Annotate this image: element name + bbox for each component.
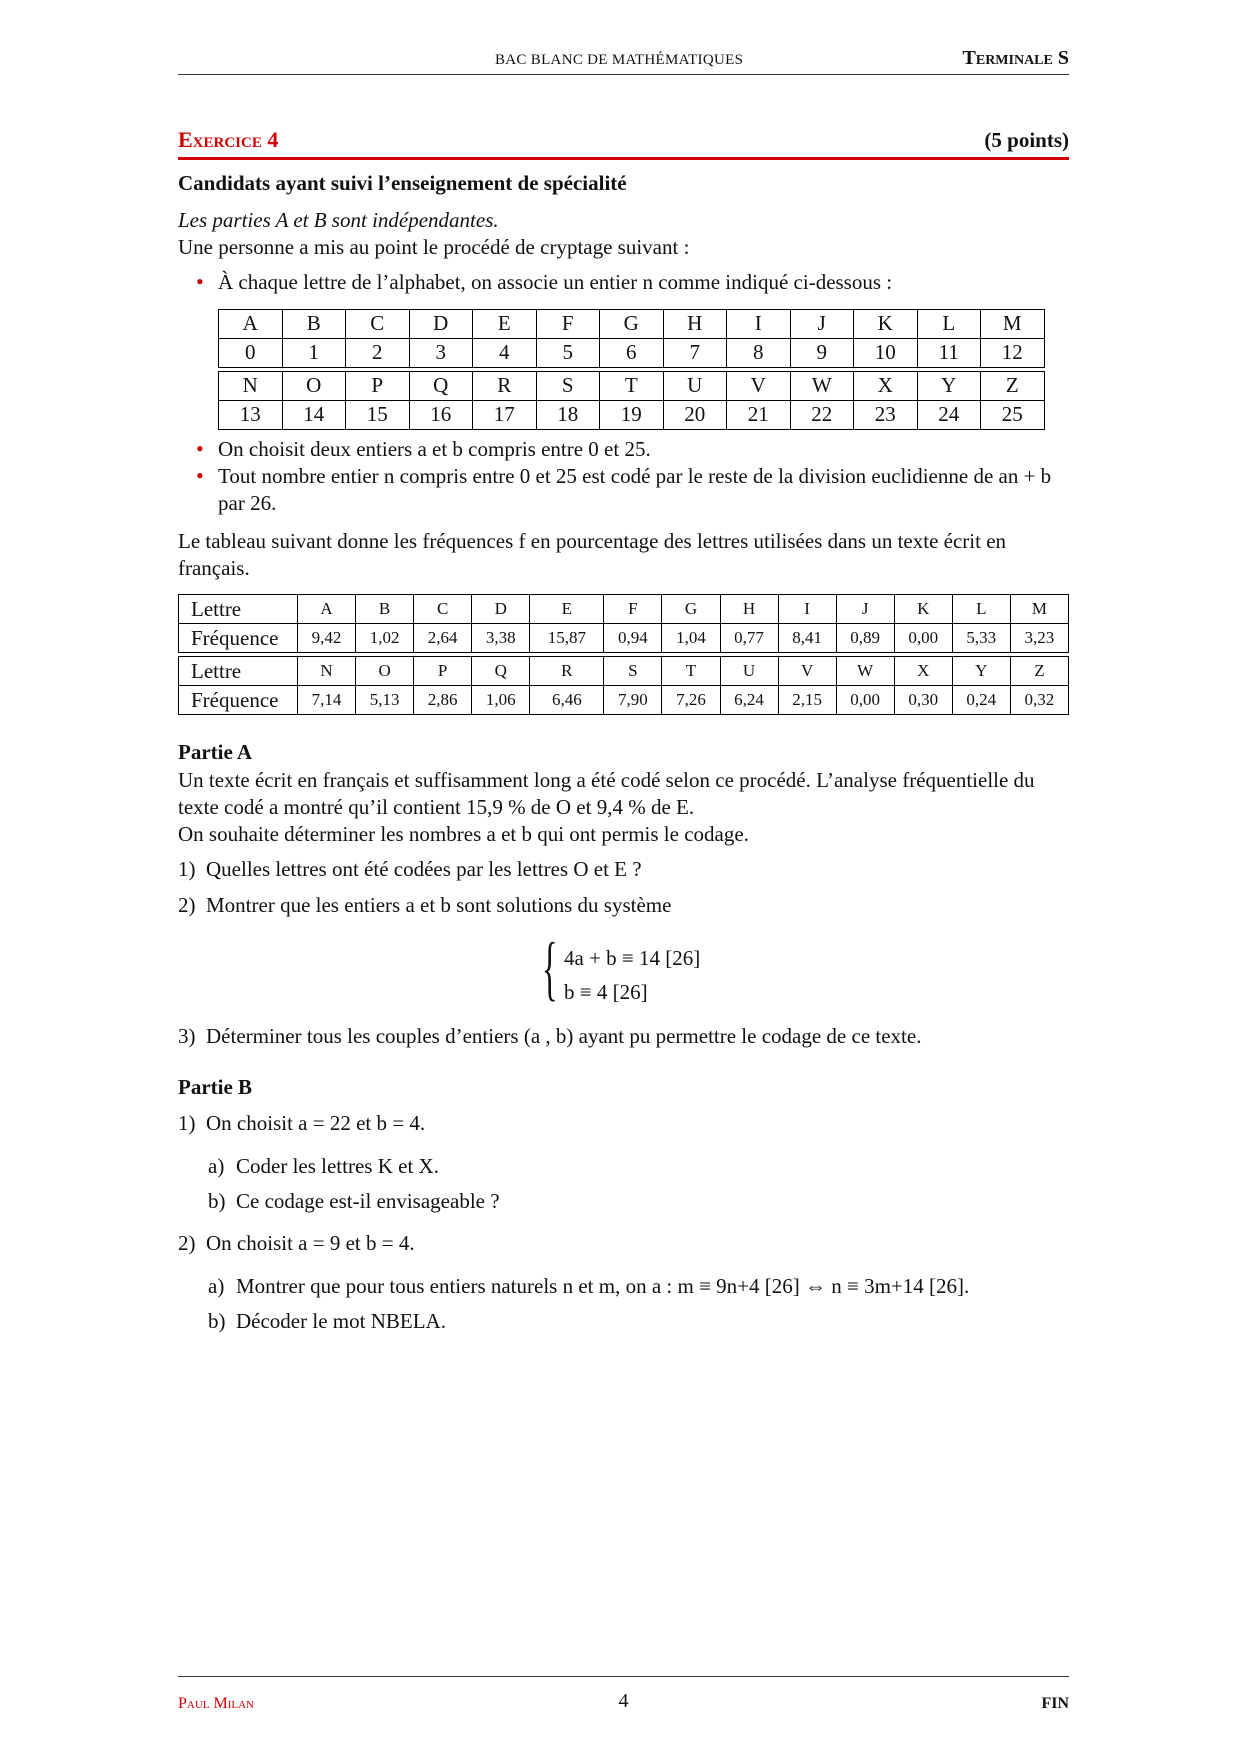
exercise-note: Les parties A et B sont indépendantes. bbox=[178, 207, 499, 232]
letter-cell: K bbox=[854, 309, 918, 338]
row-label: Fréquence bbox=[179, 624, 298, 653]
letter-cell: I bbox=[778, 595, 836, 624]
exercise-subtitle: Candidats ayant suivi l’enseignement de spécialité bbox=[178, 170, 627, 195]
letter-cell: Q bbox=[472, 657, 530, 686]
letter-cell: U bbox=[720, 657, 778, 686]
letter-cell: W bbox=[790, 371, 854, 400]
letter-cell: E bbox=[530, 595, 604, 624]
part-b-question-1a: a) Coder les lettres K et X. bbox=[208, 1153, 1069, 1180]
part-a-q1-text: Quelles lettres ont été codées par les lettres O et E ? bbox=[206, 857, 642, 882]
part-b-q2-text: On choisit a = 9 et b = 4. bbox=[206, 1230, 415, 1255]
value-cell: 5 bbox=[536, 338, 600, 367]
frequency-intro: Le tableau suivant donne les fréquences f en pourcentage des lettres utilisées dans un texte écrit en français. bbox=[178, 528, 1007, 580]
value-cell: 14 bbox=[282, 400, 346, 429]
freq-table-values-row-2 bbox=[179, 686, 1069, 715]
value-cell: 1 bbox=[282, 338, 346, 367]
exercise-title-bar bbox=[178, 126, 1069, 160]
letter-cell: M bbox=[981, 309, 1045, 338]
value-cell: 3 bbox=[409, 338, 473, 367]
letter-cell: Q bbox=[409, 371, 473, 400]
value-cell: 22 bbox=[790, 400, 854, 429]
part-a-question-1: 1) Quelles lettres ont été codées par les lettres O et E ? bbox=[178, 856, 1069, 883]
code-table-letters-row-1 bbox=[219, 309, 1045, 338]
value-cell: 0 bbox=[219, 338, 283, 367]
value-cell: 19 bbox=[600, 400, 664, 429]
frequency-cell: 6,46 bbox=[530, 686, 604, 715]
frequency-cell: 1,06 bbox=[472, 686, 530, 715]
letter-cell: N bbox=[219, 371, 283, 400]
part-b-question-1b: b) Ce codage est-il envisageable ? bbox=[208, 1188, 1069, 1215]
letter-cell: H bbox=[663, 309, 727, 338]
letter-cell: J bbox=[790, 309, 854, 338]
frequency-cell: 7,26 bbox=[662, 686, 720, 715]
code-table-values-row-1 bbox=[219, 338, 1045, 367]
letter-cell: Y bbox=[917, 371, 981, 400]
part-a-paragraph-2: On souhaite déterminer les nombres a et b qui ont permis le codage. bbox=[178, 822, 749, 847]
row-label: Lettre bbox=[179, 657, 298, 686]
bullet-3: • Tout nombre entier n compris entre 0 et 25 est codé par le reste de la division euclidienne de an + b par 26. bbox=[218, 463, 1069, 518]
exercise-title: Exercice 4 bbox=[178, 127, 279, 152]
frequency-table bbox=[178, 594, 1069, 715]
page-header bbox=[178, 44, 1069, 75]
letter-cell: T bbox=[600, 371, 664, 400]
letter-cell: X bbox=[854, 371, 918, 400]
letter-cell: Z bbox=[1010, 657, 1068, 686]
letter-cell: B bbox=[356, 595, 414, 624]
row-label: Lettre bbox=[179, 595, 298, 624]
frequency-cell: 15,87 bbox=[530, 624, 604, 653]
value-cell: 13 bbox=[219, 400, 283, 429]
value-cell: 23 bbox=[854, 400, 918, 429]
frequency-cell: 6,24 bbox=[720, 686, 778, 715]
part-b-q1-text: On choisit a = 22 et b = 4. bbox=[206, 1110, 426, 1135]
frequency-cell: 9,42 bbox=[298, 624, 356, 653]
letter-cell: V bbox=[778, 657, 836, 686]
value-cell: 10 bbox=[854, 338, 918, 367]
frequency-cell: 0,32 bbox=[1010, 686, 1068, 715]
value-cell: 8 bbox=[727, 338, 791, 367]
letter-cell: N bbox=[298, 657, 356, 686]
value-cell: 24 bbox=[917, 400, 981, 429]
letter-cell: J bbox=[836, 595, 894, 624]
part-b-q1a-text: Coder les lettres K et X. bbox=[236, 1153, 439, 1178]
letter-cell: B bbox=[282, 309, 346, 338]
letter-cell: R bbox=[473, 371, 537, 400]
footer-author: Paul Milan bbox=[178, 1695, 255, 1712]
frequency-cell: 2,64 bbox=[414, 624, 472, 653]
letter-cell: V bbox=[727, 371, 791, 400]
footer-end: FIN bbox=[1041, 1695, 1069, 1712]
alphabet-code-table bbox=[218, 309, 1045, 430]
part-b-question-2a: a) Montrer que pour tous entiers naturels n et m, on a : m ≡ 9n+4 [26] ⇔ n ≡ 3m+14 [26]. bbox=[208, 1273, 1069, 1300]
frequency-cell: 5,13 bbox=[356, 686, 414, 715]
letter-cell: G bbox=[662, 595, 720, 624]
part-b-question-1: 1) On choisit a = 22 et b = 4. bbox=[178, 1110, 1069, 1137]
bullet-2: • On choisit deux entiers a et b compris entre 0 et 25. bbox=[218, 436, 1069, 463]
system-line-2: b ≡ 4 [26] bbox=[564, 980, 648, 1005]
letter-cell: G bbox=[600, 309, 664, 338]
part-a-question-2: 2) Montrer que les entiers a et b sont solutions du système bbox=[178, 892, 1069, 919]
letter-cell: D bbox=[409, 309, 473, 338]
system-line-1: 4a + b ≡ 14 [26] bbox=[564, 946, 701, 971]
letter-cell: T bbox=[662, 657, 720, 686]
frequency-cell: 8,41 bbox=[778, 624, 836, 653]
letter-cell: H bbox=[720, 595, 778, 624]
letter-cell: L bbox=[917, 309, 981, 338]
value-cell: 7 bbox=[663, 338, 727, 367]
part-b-title: Partie B bbox=[178, 1075, 253, 1100]
frequency-cell: 0,89 bbox=[836, 624, 894, 653]
value-cell: 21 bbox=[727, 400, 791, 429]
letter-cell: S bbox=[536, 371, 600, 400]
letter-cell: E bbox=[473, 309, 537, 338]
part-a-paragraph-1: Un texte écrit en français et suffisamment long a été codé selon ce procédé. L’analyse fréquentielle du texte codé a montré qu’il contient 15,9 % de O et 9,4 % de E. bbox=[178, 767, 1035, 819]
exercise-points: (5 points) bbox=[984, 128, 1069, 152]
part-b-question-2b: b) Décoder le mot NBELA. bbox=[208, 1308, 1069, 1335]
header-title: BAC BLANC DE MATHÉMATIQUES bbox=[495, 52, 744, 68]
frequency-cell: 0,30 bbox=[894, 686, 952, 715]
freq-table-letters-row-1 bbox=[179, 595, 1069, 624]
freq-table-values-row-1 bbox=[179, 624, 1069, 653]
letter-cell: P bbox=[346, 371, 410, 400]
code-table-values-row-2 bbox=[219, 400, 1045, 429]
part-b-q2a-text: Montrer que pour tous entiers naturels n et m, on a : m ≡ 9n+4 [26] ⇔ n ≡ 3m+14 [26]. bbox=[236, 1273, 970, 1298]
value-cell: 12 bbox=[981, 338, 1045, 367]
congruence-system bbox=[542, 928, 1069, 1015]
value-cell: 4 bbox=[473, 338, 537, 367]
frequency-cell: 1,02 bbox=[356, 624, 414, 653]
part-b-q1b-text: Ce codage est-il envisageable ? bbox=[236, 1189, 500, 1214]
letter-cell: A bbox=[298, 595, 356, 624]
letter-cell: F bbox=[604, 595, 662, 624]
value-cell: 2 bbox=[346, 338, 410, 367]
frequency-cell: 3,23 bbox=[1010, 624, 1068, 653]
frequency-cell: 2,15 bbox=[778, 686, 836, 715]
frequency-cell: 7,14 bbox=[298, 686, 356, 715]
frequency-cell: 1,04 bbox=[662, 624, 720, 653]
system-brace: { bbox=[542, 928, 558, 1009]
letter-cell: D bbox=[472, 595, 530, 624]
letter-cell: R bbox=[530, 657, 604, 686]
letter-cell: L bbox=[952, 595, 1010, 624]
letter-cell: O bbox=[356, 657, 414, 686]
bullet-1-text: À chaque lettre de l’alphabet, on associe un entier n comme indiqué ci-dessous : bbox=[218, 270, 893, 295]
letter-cell: S bbox=[604, 657, 662, 686]
letter-cell: C bbox=[346, 309, 410, 338]
frequency-cell: 2,86 bbox=[414, 686, 472, 715]
page-footer bbox=[178, 1676, 1069, 1717]
value-cell: 17 bbox=[473, 400, 537, 429]
frequency-cell: 7,90 bbox=[604, 686, 662, 715]
letter-cell: O bbox=[282, 371, 346, 400]
header-class: Terminale S bbox=[962, 47, 1069, 69]
letter-cell: A bbox=[219, 309, 283, 338]
letter-cell: F bbox=[536, 309, 600, 338]
letter-cell: M bbox=[1010, 595, 1068, 624]
frequency-cell: 0,94 bbox=[604, 624, 662, 653]
value-cell: 20 bbox=[663, 400, 727, 429]
bullet-1 bbox=[218, 269, 1069, 429]
value-cell: 11 bbox=[917, 338, 981, 367]
frequency-cell: 0,24 bbox=[952, 686, 1010, 715]
value-cell: 18 bbox=[536, 400, 600, 429]
part-a-q2-text: Montrer que les entiers a et b sont solutions du système bbox=[206, 892, 672, 917]
value-cell: 25 bbox=[981, 400, 1045, 429]
value-cell: 15 bbox=[346, 400, 410, 429]
letter-cell: W bbox=[836, 657, 894, 686]
frequency-cell: 5,33 bbox=[952, 624, 1010, 653]
letter-cell: Z bbox=[981, 371, 1045, 400]
part-a-q3-text: Déterminer tous les couples d’entiers (a , b) ayant pu permettre le codage de ce texte. bbox=[206, 1024, 922, 1049]
part-b-q2b-text: Décoder le mot NBELA. bbox=[236, 1309, 446, 1334]
letter-cell: Y bbox=[952, 657, 1010, 686]
frequency-cell: 0,00 bbox=[836, 686, 894, 715]
letter-cell: C bbox=[414, 595, 472, 624]
frequency-cell: 0,00 bbox=[894, 624, 952, 653]
footer-page-number: 4 bbox=[618, 1690, 629, 1712]
row-label: Fréquence bbox=[179, 686, 298, 715]
exercise-intro: Une personne a mis au point le procédé de cryptage suivant : bbox=[178, 235, 690, 260]
frequency-cell: 0,77 bbox=[720, 624, 778, 653]
freq-table-letters-row-2 bbox=[179, 657, 1069, 686]
letter-cell: U bbox=[663, 371, 727, 400]
part-a-title: Partie A bbox=[178, 740, 253, 765]
letter-cell: K bbox=[894, 595, 952, 624]
frequency-cell: 3,38 bbox=[472, 624, 530, 653]
value-cell: 9 bbox=[790, 338, 854, 367]
code-table-letters-row-2 bbox=[219, 371, 1045, 400]
value-cell: 6 bbox=[600, 338, 664, 367]
procedure-list bbox=[178, 269, 1069, 517]
letter-cell: P bbox=[414, 657, 472, 686]
exercise-content bbox=[178, 126, 1069, 1335]
part-b-question-2: 2) On choisit a = 9 et b = 4. bbox=[178, 1230, 1069, 1257]
part-a-question-3: 3) Déterminer tous les couples d’entiers (a , b) ayant pu permettre le codage de ce texte. bbox=[178, 1023, 1069, 1050]
letter-cell: X bbox=[894, 657, 952, 686]
letter-cell: I bbox=[727, 309, 791, 338]
value-cell: 16 bbox=[409, 400, 473, 429]
